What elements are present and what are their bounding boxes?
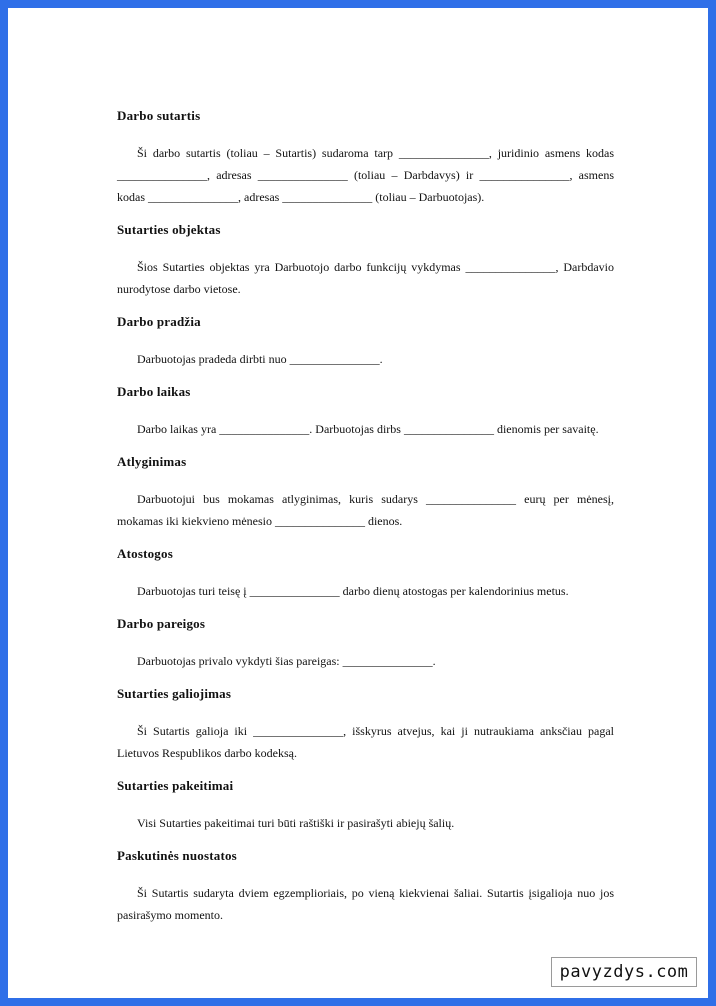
section-paragraph: Šios Sutarties objektas yra Darbuotojo darbo funkcijų vykdymas _______________, Darbdavio nurodytose darbo vietose.: [117, 260, 614, 296]
section-paragraph: Ši darbo sutartis (toliau – Sutartis) sudaroma tarp _______________, juridinio asmens kodas _______________, adresas _______________ (toliau – Darbdavys) ir _______________, asmens kodas _______________, adresas _______________ (toliau – Darbuotojas).: [117, 146, 614, 204]
section-paragraph: Darbo laikas yra _______________. Darbuotojas dirbs _______________ dienomis per savaitę.: [137, 422, 599, 436]
section-darbo-laikas: [117, 384, 614, 440]
section-heading: Sutarties objektas: [117, 222, 221, 237]
watermark-label: pavyzdys.com: [551, 957, 697, 987]
section-heading: Darbo pareigos: [117, 616, 206, 631]
section-paragraph: Ši Sutartis galioja iki _______________, išskyrus atvejus, kai ji nutraukiama anksčiau pagal Lietuvos Respublikos darbo kodeksą.: [117, 724, 614, 760]
section-heading: Atostogos: [117, 546, 173, 561]
section-paskutines-nuostatos: [117, 848, 614, 926]
section-heading: Paskutinės nuostatos: [117, 848, 237, 863]
section-sutarties-objektas: [117, 222, 614, 300]
section-heading: Atlyginimas: [117, 454, 187, 469]
section-paragraph: Ši Sutartis sudaryta dviem egzemplioriais, po vieną kiekvienai šaliai. Sutartis įsigalioja nuo jos pasirašymo momento.: [117, 886, 614, 922]
section-paragraph: Darbuotojas pradeda dirbti nuo _______________.: [137, 352, 383, 366]
section-heading: Sutarties pakeitimai: [117, 778, 234, 793]
section-heading: Darbo laikas: [117, 384, 191, 399]
section-paragraph: Visi Sutarties pakeitimai turi būti raštiški ir pasirašyti abiejų šalių.: [137, 816, 455, 830]
section-paragraph: Darbuotojui bus mokamas atlyginimas, kuris sudarys _______________ eurų per mėnesį, mokamas iki kiekvieno mėnesio _______________ dienos.: [117, 492, 614, 528]
section-atlyginimas: [117, 454, 614, 532]
document-body: [117, 108, 614, 940]
section-heading: Darbo sutartis: [117, 108, 201, 123]
section-sutarties-galiojimas: [117, 686, 614, 764]
section-darbo-pradzia: [117, 314, 614, 370]
section-darbo-sutartis: [117, 108, 614, 208]
section-heading: Sutarties galiojimas: [117, 686, 232, 701]
section-heading: Darbo pradžia: [117, 314, 201, 329]
section-darbo-pareigos: [117, 616, 614, 672]
section-sutarties-pakeitimai: [117, 778, 614, 834]
section-atostogos: [117, 546, 614, 602]
section-paragraph: Darbuotojas privalo vykdyti šias pareigas: _______________.: [137, 654, 436, 668]
section-paragraph: Darbuotojas turi teisę į _______________ darbo dienų atostogas per kalendorinius metus.: [137, 584, 569, 598]
